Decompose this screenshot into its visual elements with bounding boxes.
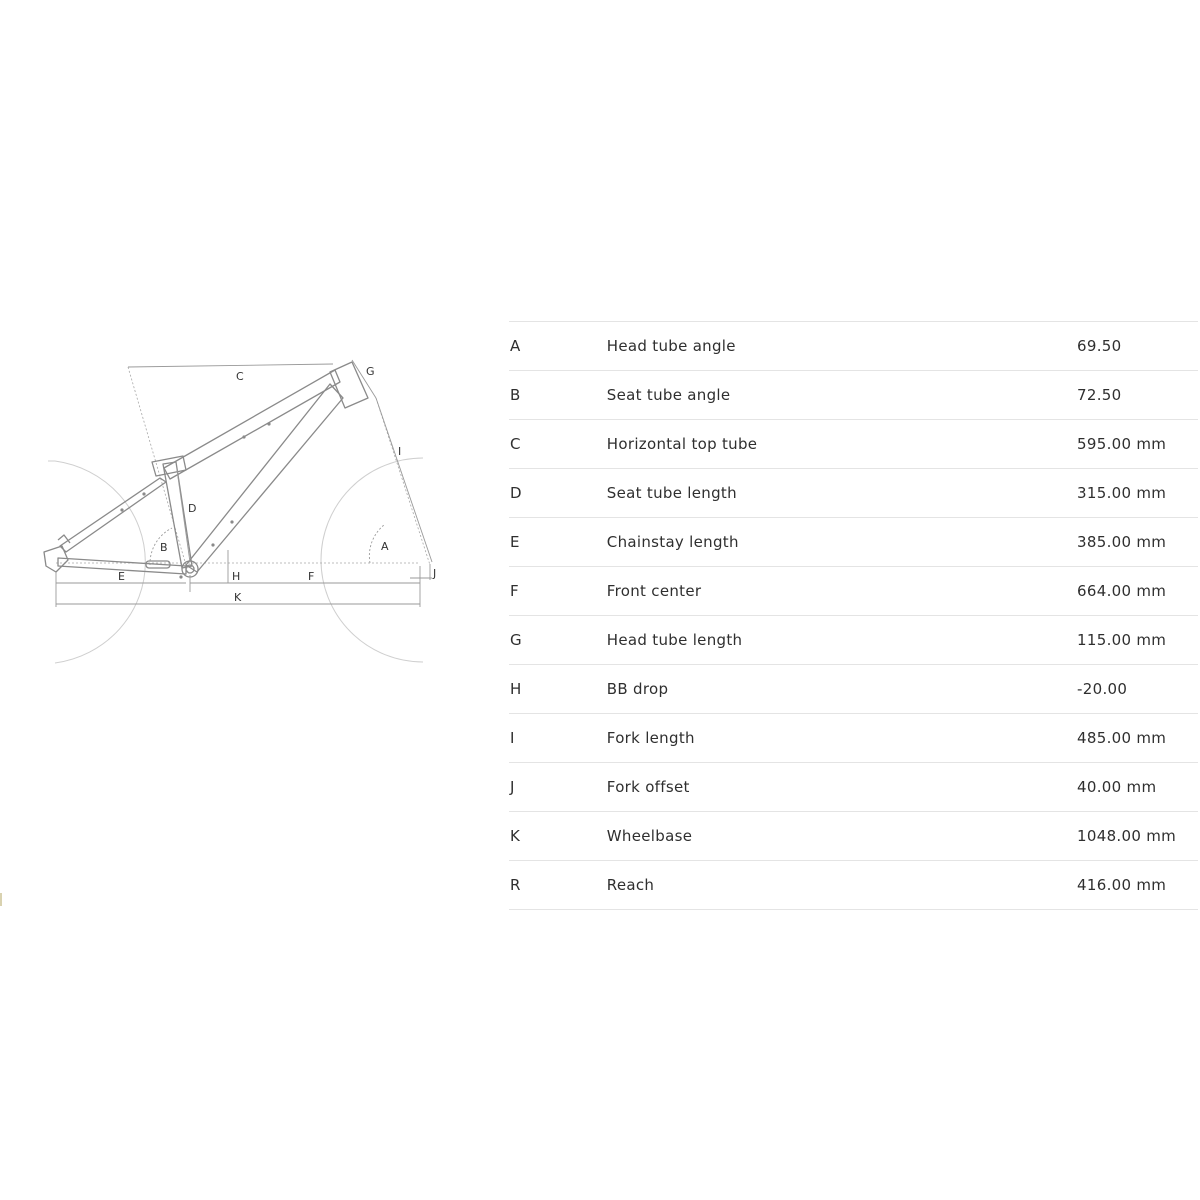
- row-name: Seat tube length: [606, 484, 737, 502]
- table-row: [509, 518, 1198, 567]
- label-f: F: [308, 570, 315, 583]
- row-name: Head tube angle: [606, 337, 736, 355]
- seat-stay: [60, 478, 166, 552]
- row-code: R: [510, 876, 521, 894]
- row-name: Reach: [606, 876, 655, 894]
- dim-c: [128, 364, 333, 367]
- frame-bosses: [120, 422, 270, 578]
- table-row: [509, 861, 1198, 910]
- row-value: 315.00 mm: [1077, 484, 1167, 502]
- label-b: B: [160, 541, 168, 554]
- row-name: Horizontal top tube: [606, 435, 758, 453]
- row-name: Front center: [606, 582, 702, 600]
- table-row: [509, 567, 1198, 616]
- table-row: [509, 763, 1198, 812]
- row-name: BB drop: [606, 680, 669, 698]
- extension-lines: [56, 367, 430, 572]
- row-value: 416.00 mm: [1077, 876, 1167, 894]
- row-value: -20.00: [1077, 680, 1128, 698]
- row-code: K: [510, 827, 521, 845]
- frame-tubes: [44, 362, 368, 577]
- row-code: J: [510, 778, 515, 796]
- row-code: B: [510, 386, 521, 404]
- label-a: A: [381, 540, 389, 553]
- row-name: Head tube length: [606, 631, 743, 649]
- table-row: [509, 322, 1198, 371]
- frame-drawing: [0, 300, 500, 700]
- down-tube: [186, 384, 343, 572]
- row-code: E: [510, 533, 520, 551]
- table-row: [509, 714, 1198, 763]
- row-name: Chainstay length: [606, 533, 739, 551]
- row-value: 40.00 mm: [1077, 778, 1157, 796]
- row-value: 1048.00 mm: [1077, 827, 1177, 845]
- row-value: 69.50: [1077, 337, 1122, 355]
- label-d: D: [188, 502, 197, 515]
- table-row: [509, 665, 1198, 714]
- top-tube: [164, 370, 340, 479]
- row-value: 385.00 mm: [1077, 533, 1167, 551]
- table-row: [509, 371, 1198, 420]
- row-name: Fork offset: [606, 778, 690, 796]
- label-c: C: [236, 370, 244, 383]
- row-name: Wheelbase: [606, 827, 693, 845]
- table-row: [509, 420, 1198, 469]
- row-value: 485.00 mm: [1077, 729, 1167, 747]
- table-row: [509, 469, 1198, 518]
- label-k: K: [234, 591, 242, 604]
- table-row: [509, 616, 1198, 665]
- row-code: D: [510, 484, 522, 502]
- edge-artifact: [0, 893, 2, 906]
- bike-frame-geometry-diagram: [0, 300, 500, 700]
- row-code: I: [510, 729, 515, 747]
- row-value: 595.00 mm: [1077, 435, 1167, 453]
- row-value: 664.00 mm: [1077, 582, 1167, 600]
- row-value: 115.00 mm: [1077, 631, 1167, 649]
- row-name: Seat tube angle: [606, 386, 731, 404]
- label-h: H: [232, 570, 241, 583]
- label-g: G: [366, 365, 375, 378]
- front-wheel-outline: [321, 458, 423, 662]
- dim-i: [376, 398, 432, 562]
- label-i: I: [398, 445, 402, 458]
- row-code: H: [510, 680, 522, 698]
- geometry-table: [509, 321, 1198, 910]
- head-tube: [330, 362, 368, 408]
- row-code: F: [510, 582, 519, 600]
- rear-dropout-hook: [58, 535, 70, 543]
- label-j: J: [433, 567, 437, 580]
- row-code: G: [510, 631, 522, 649]
- table-row: [509, 812, 1198, 861]
- row-code: A: [510, 337, 521, 355]
- row-value: 72.50: [1077, 386, 1122, 404]
- row-code: C: [510, 435, 521, 453]
- label-e: E: [118, 570, 125, 583]
- bottom-bracket: [182, 561, 198, 577]
- row-name: Fork length: [606, 729, 695, 747]
